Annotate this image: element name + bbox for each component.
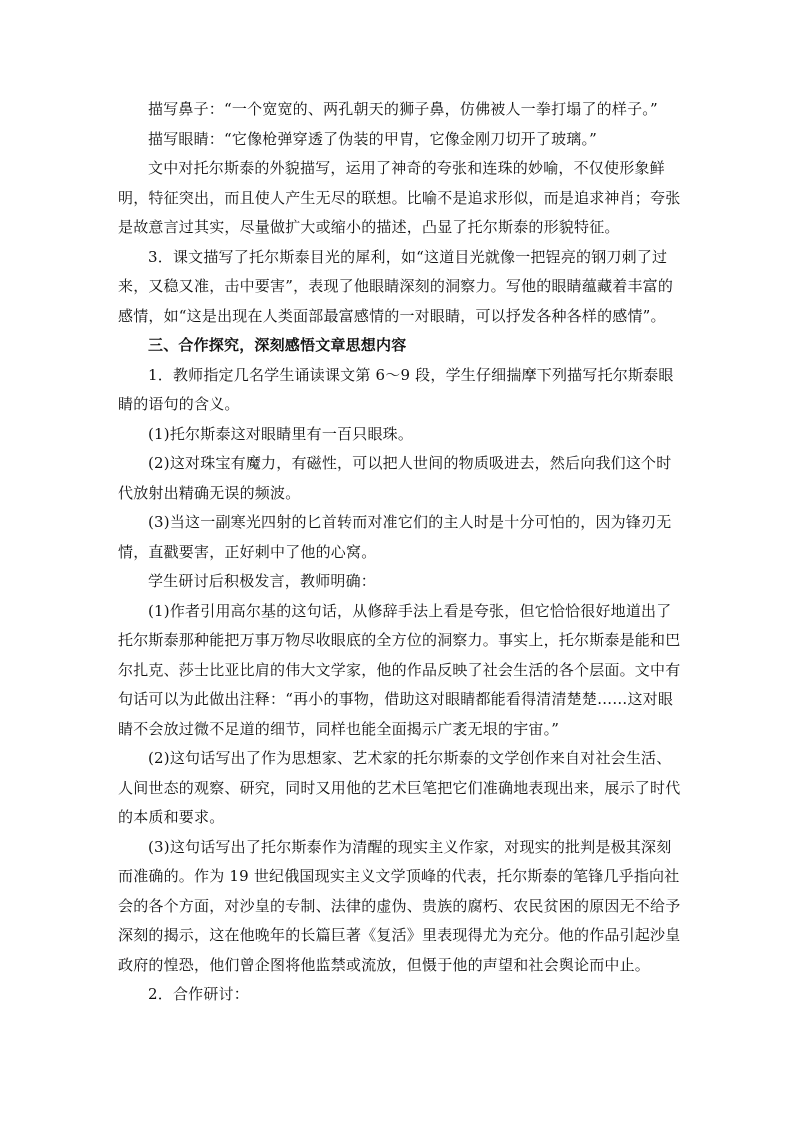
answer-2: (2)这句话写出了作为思想家、艺术家的托尔斯泰的文学创作来自对社会生活、人间世态的观察、研究，同时又用他的艺术巨笔把它们准确地表现出来，展示了时代的本质和要求。 (118, 749, 681, 826)
sentence-3: (3)当这一副寒光四射的匕首转而对准它们的主人时是十分可怕的，因为锋刃无情，直戳要害，正好刺中了他的心窝。 (118, 513, 672, 561)
paragraph-appearance-analysis: 文中对托尔斯泰的外貌描写，运用了神奇的夸张和连珠的妙喻，不仅使形象鲜明，特征突出，而且使人产生无尽的联想。比喻不是追求形似，而是追求神肖；夸张是故意言过其实，尽量做扩大或缩小的描述，凸显了托尔斯泰的形貌特征。 (118, 159, 681, 236)
paragraph-eye-description: 描写眼睛：“它像枪弹穿透了伪装的甲胄，它像金刚刀切开了玻璃。” (148, 129, 598, 148)
sentence-1: (1)托尔斯泰这对眼睛里有一百只眼珠。 (148, 424, 414, 443)
document-body (118, 95, 686, 1010)
answer-1: (1)作者引用高尔基的这句话，从修辞手法上看是夸张，但它恰恰很好地道出了托尔斯泰那种能把万事万物尽收眼底的全方位的洞察力。事实上，托尔斯泰是能和巴尔扎克、莎士比亚比肩的伟大文学家，他的作品反映了社会生活的各个层面。文中有句话可以为此做出注释：“再小的事物，借助这对眼睛都能看得清清楚楚……这对眼睛不会放过微不足道的细节，同样也能全面揭示广袤无垠的宇宙。” (118, 601, 681, 738)
paragraph-nose-description: 描写鼻子：“一个宽宽的、两孔朝天的狮子鼻，仿佛被人一拳打塌了的样子。” (148, 100, 658, 118)
paragraph-task-1: 1．教师指定几名学生诵读课文第 6～9 段，学生仔细揣摩下列描写托尔斯泰眼睛的语句的含义。 (118, 365, 674, 413)
answer-3: (3)这句话写出了托尔斯泰作为清醒的现实主义作家，对现实的批判是极其深刻而准确的。作为 19 世纪俄国现实主义文学顶峰的代表，托尔斯泰的笔锋几乎指向社会的各个方面，对沙皇的专制、法律的虚伪、贵族的腐朽、农民贫困的原因无不给予深刻的揭示，这在他晚年的长篇巨著《复活》里表现得尤为充分。他的作品引起沙皇政府的惶恐，他们曾企图将他监禁或流放，但慑于他的声望和社会舆论而中止。 (118, 837, 681, 974)
sentence-2: (2)这对珠宝有魔力，有磁性，可以把人世间的物质吸进去，然后向我们这个时代放射出精确无误的频波。 (118, 454, 672, 502)
section-heading-cooperative-inquiry: 三、合作探究，深刻感悟文章思想内容 (148, 336, 407, 354)
paragraph-teacher-clarifies: 学生研讨后积极发言，教师明确： (148, 572, 377, 590)
paragraph-task-2: 2．合作研讨： (148, 985, 249, 1003)
paragraph-point-3: 3．课文描写了托尔斯泰目光的犀利，如“这道目光就像一把锃亮的钢刀刺了过来，又稳又准，击中要害”，表现了他眼睛深刻的洞察力。写他的眼睛蕴藏着丰富的感情，如“这是出现在人类面部最富感情的一对眼睛，可以抒发各种各样的感情”。 (118, 247, 674, 325)
